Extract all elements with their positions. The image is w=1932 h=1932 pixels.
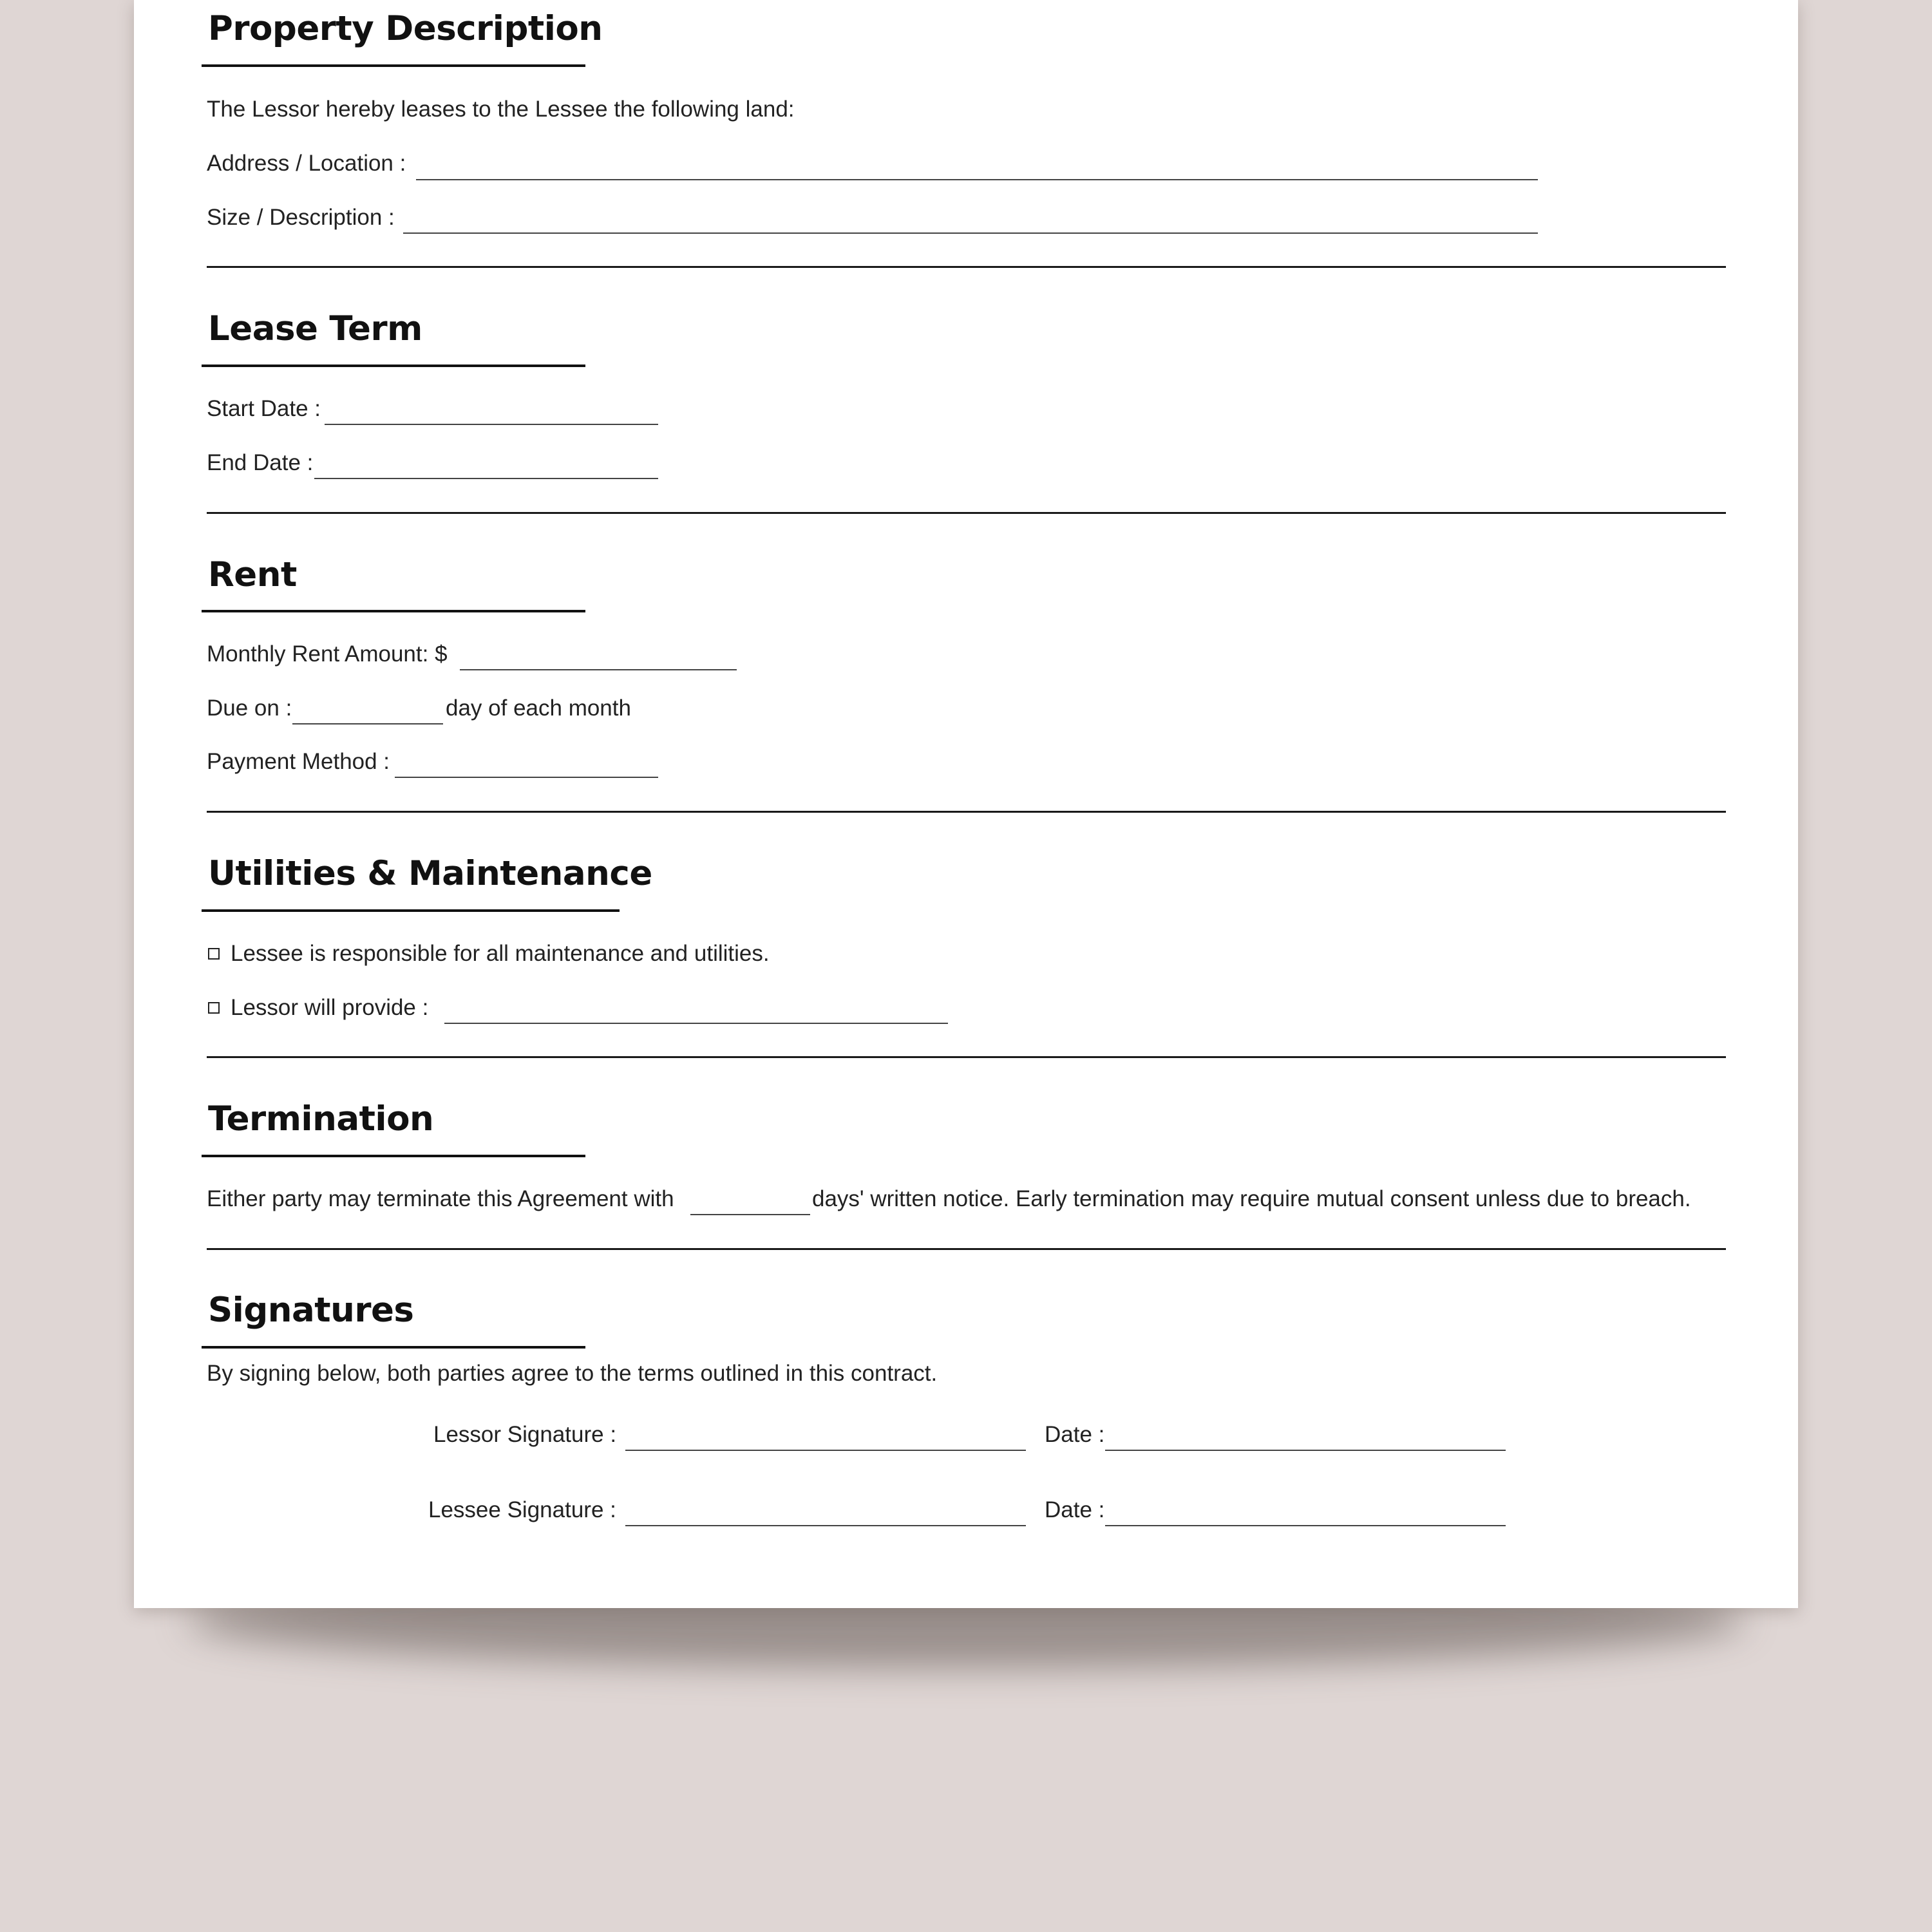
end-date-label: End Date :	[207, 450, 314, 475]
termination-heading: Termination	[208, 1099, 434, 1139]
property-description-heading: Property Description	[208, 9, 603, 48]
termination-text-end: days' written notice. Early termination may require mutual consent unless due to breach.	[812, 1186, 1691, 1211]
due-on-label: Due on :	[207, 696, 292, 721]
monthly-rent-field[interactable]	[460, 669, 737, 670]
lessee-responsible-checkbox[interactable]	[208, 948, 220, 960]
lessee-date-label: Date :	[1045, 1497, 1105, 1522]
section-divider	[207, 1248, 1726, 1250]
signatures-intro-text: By signing below, both parties agree to the terms outlined in this contract.	[207, 1361, 938, 1386]
lessor-signature-label: Lessor Signature :	[433, 1422, 617, 1447]
signatures-heading: Signatures	[208, 1291, 414, 1330]
lessee-signature-field[interactable]	[625, 1525, 1026, 1526]
heading-underline	[202, 1346, 585, 1349]
address-field[interactable]	[416, 179, 1538, 180]
due-day-field[interactable]	[292, 723, 443, 724]
size-label: Size / Description :	[207, 205, 395, 230]
utilities-heading: Utilities & Maintenance	[208, 854, 652, 893]
lessor-signature-field[interactable]	[625, 1450, 1026, 1451]
section-divider	[207, 512, 1726, 514]
lessor-provide-checkbox[interactable]	[208, 1002, 220, 1014]
payment-method-label: Payment Method :	[207, 749, 390, 774]
rent-heading: Rent	[208, 555, 297, 594]
lessor-date-field[interactable]	[1105, 1450, 1506, 1451]
heading-underline	[202, 365, 585, 367]
section-divider	[207, 811, 1726, 813]
lease-term-heading: Lease Term	[208, 309, 422, 348]
lessor-provide-field[interactable]	[444, 1023, 948, 1024]
lessee-signature-label: Lessee Signature :	[428, 1497, 616, 1522]
section-divider	[207, 1056, 1726, 1058]
monthly-rent-label: Monthly Rent Amount: $	[207, 641, 448, 667]
lessor-date-label: Date :	[1045, 1422, 1105, 1447]
start-date-field[interactable]	[325, 424, 658, 425]
lease-document-page	[134, 0, 1798, 1608]
start-date-label: Start Date :	[207, 396, 321, 421]
lessee-responsible-label: Lessee is responsible for all maintenance and utilities.	[231, 941, 770, 966]
payment-method-field[interactable]	[395, 777, 658, 778]
heading-underline	[202, 909, 620, 912]
lessor-provide-label: Lessor will provide :	[231, 995, 429, 1020]
size-field[interactable]	[403, 232, 1538, 234]
lessee-date-field[interactable]	[1105, 1525, 1506, 1526]
notice-days-field[interactable]	[690, 1214, 810, 1215]
heading-underline	[202, 610, 585, 612]
end-date-field[interactable]	[314, 478, 658, 479]
section-divider	[207, 266, 1726, 268]
heading-underline	[202, 64, 585, 67]
termination-text-start: Either party may terminate this Agreement with	[207, 1186, 674, 1211]
due-day-suffix: day of each month	[446, 696, 631, 721]
heading-underline	[202, 1155, 585, 1157]
property-intro-text: The Lessor hereby leases to the Lessee the following land:	[207, 97, 795, 122]
address-label: Address / Location :	[207, 151, 406, 176]
